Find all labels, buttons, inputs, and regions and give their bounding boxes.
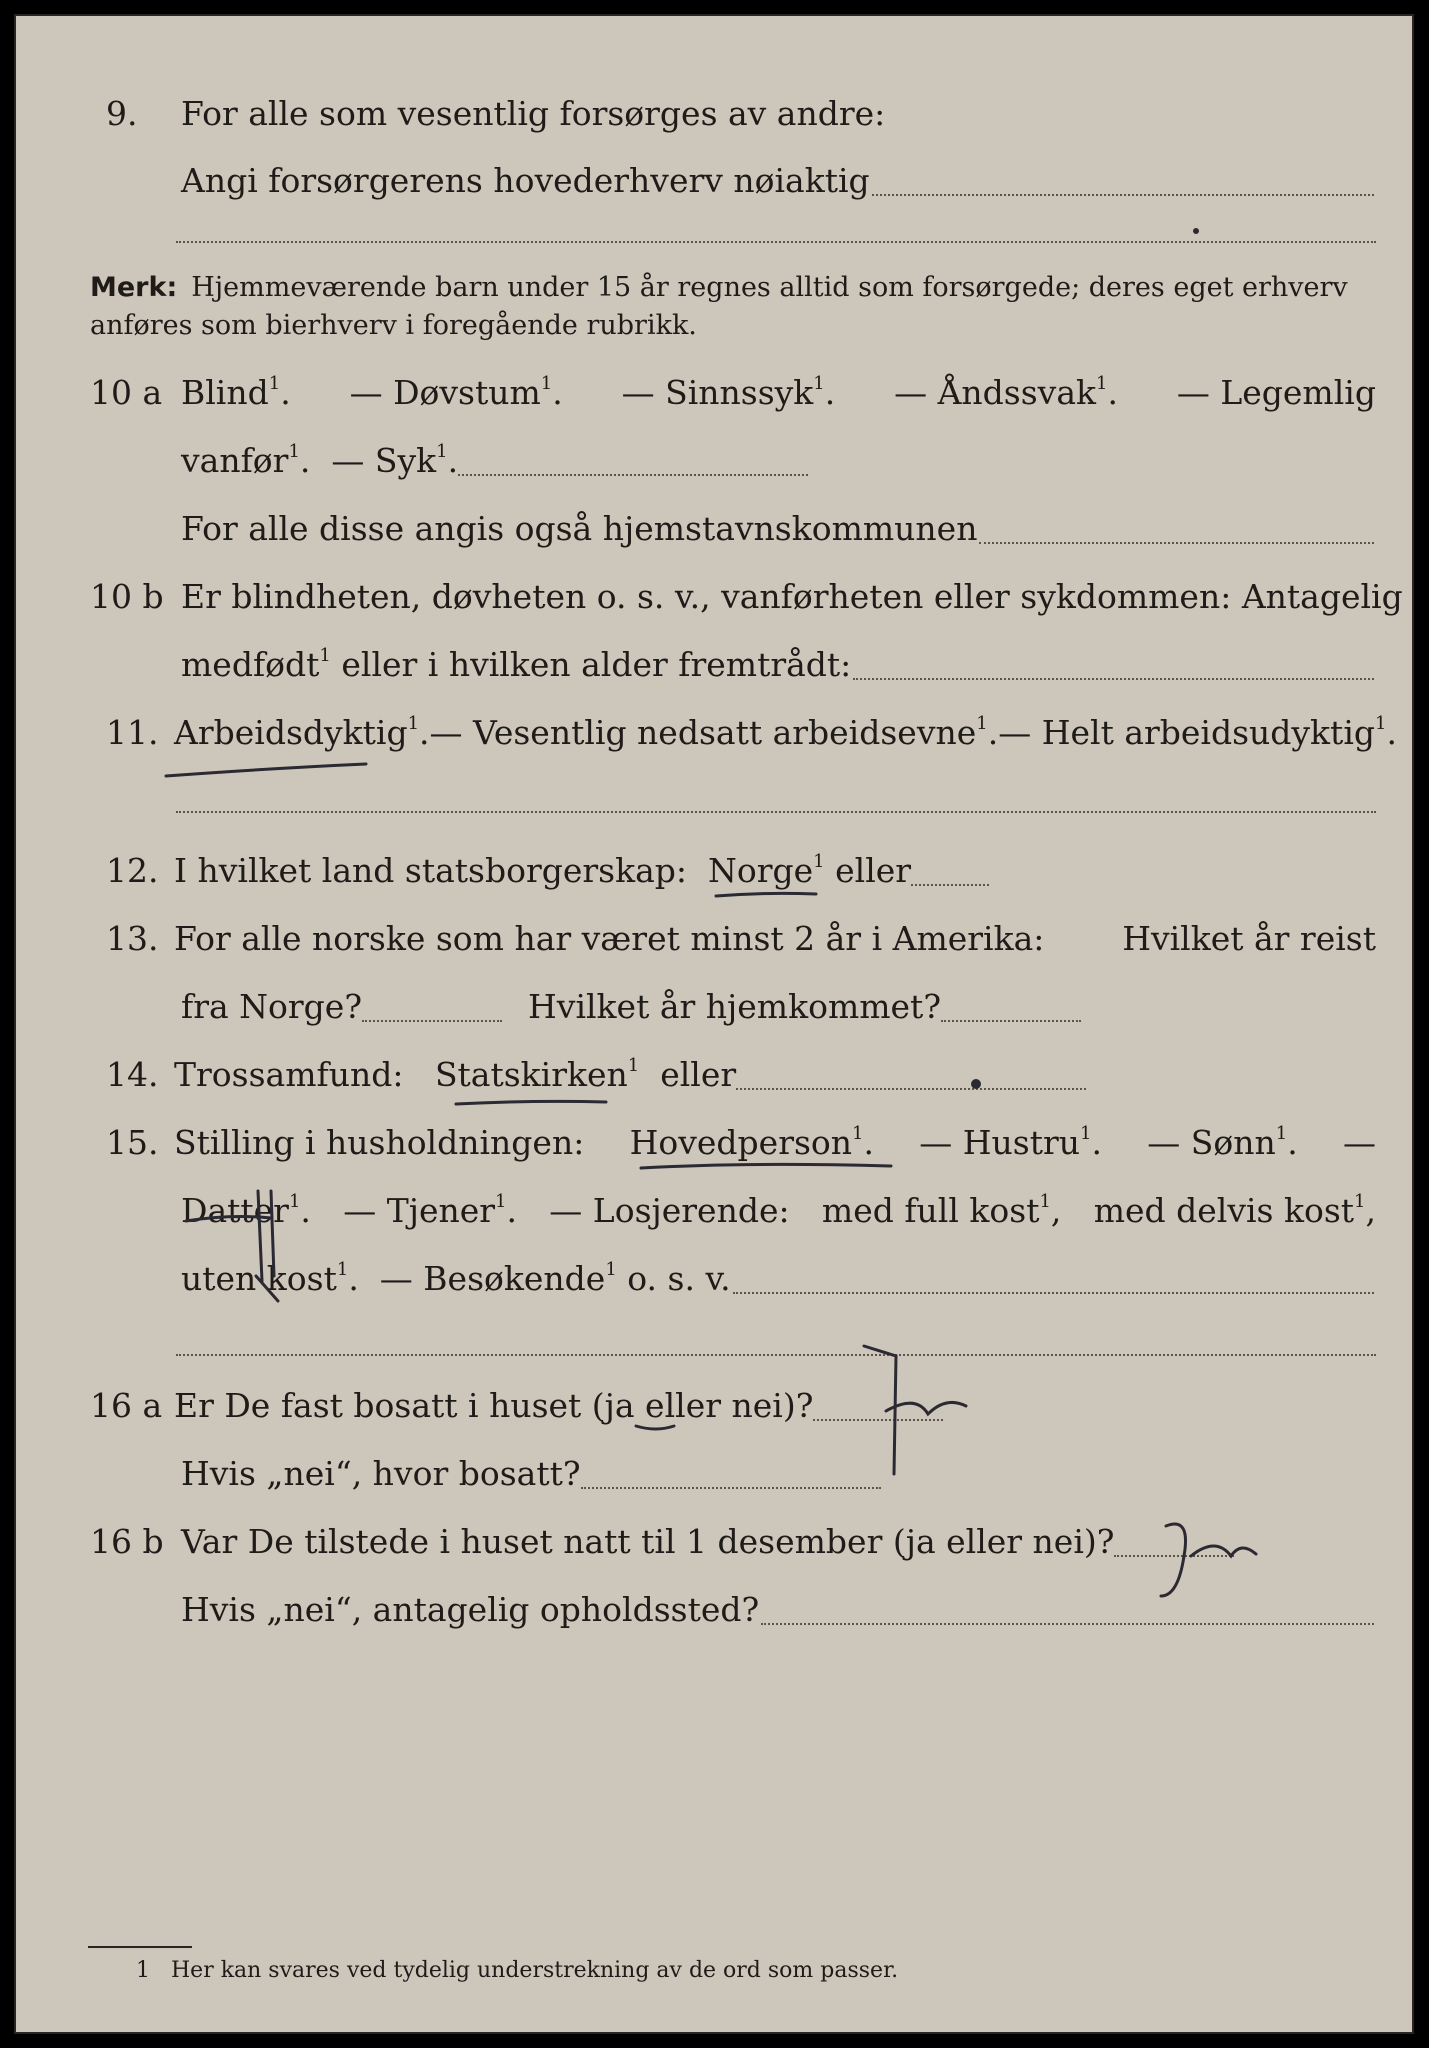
q9-extra-line[interactable] <box>176 241 1376 243</box>
q9-answer-field[interactable] <box>872 194 1374 196</box>
option-sinnssyk[interactable]: — Sinnssyk$^1$. <box>621 373 836 412</box>
option-hovedperson[interactable]: Hovedperson$^1$. <box>629 1123 874 1162</box>
q16a-bosatt-prompt: Hvis „nei“, hvor bosatt? <box>181 1454 581 1493</box>
q13-row2 <box>16 982 1414 1032</box>
q14-line <box>174 1050 1086 1100</box>
q16b-line <box>181 1517 1234 1567</box>
footnote-rule <box>88 1946 192 1948</box>
q13-question: For alle norske som har været minst 2 år i Amerika: <box>174 919 1045 958</box>
q16a-question: Er De fast bosatt i huset (ja eller nei)? <box>174 1386 814 1425</box>
q10a-line2 <box>181 436 808 486</box>
q10b-row2 <box>16 640 1414 690</box>
q11-extra-line[interactable] <box>176 811 1376 813</box>
q13-line1 <box>174 914 1376 964</box>
q16b-line2 <box>181 1585 1376 1635</box>
q10a-row3 <box>16 504 1414 554</box>
q15-line1 <box>174 1118 1376 1168</box>
q9-question: For alle som vesentlig forsørges av andre: <box>181 94 886 133</box>
option-legemlig[interactable]: — Legemlig <box>1176 373 1376 412</box>
q15-osv: o. s. v. <box>627 1259 731 1298</box>
q13-reist-prompt: Hvilket år reist <box>1122 919 1376 958</box>
q15-extra-line[interactable] <box>176 1354 1376 1356</box>
q10b-alder-field[interactable] <box>853 678 1374 680</box>
q16b-answer-field[interactable] <box>1114 1555 1234 1557</box>
q10a-hjemstavn-prompt: For alle disse angis også hjemstavnskommunen <box>181 509 978 548</box>
q14-eller: eller <box>660 1055 737 1094</box>
footnote <box>136 1958 898 1983</box>
q13-number: 13. <box>106 919 159 958</box>
option-besokende[interactable]: — Besøkende$^1$ <box>379 1259 617 1298</box>
q16b-opholdssted-prompt: Hvis „nei“, antagelig opholdssted? <box>181 1590 760 1629</box>
q15-line2 <box>181 1186 1376 1236</box>
q15-other-field[interactable] <box>733 1292 1374 1294</box>
q9-row <box>16 89 1414 139</box>
q16b-opholdssted-field[interactable] <box>761 1623 1374 1625</box>
q13-hjemkommet-field[interactable] <box>941 1020 1081 1022</box>
q15-question: Stilling i husholdningen: <box>174 1123 585 1162</box>
q10b-number: 10 b <box>90 577 164 616</box>
q16a-number: 16 a <box>90 1386 163 1425</box>
footnote-text: Her kan svares ved tydelig understrekning av de ord som passer. <box>170 1958 899 1983</box>
option-andssvak[interactable]: — Åndssvak$^1$. <box>894 373 1118 412</box>
q12-other-field[interactable] <box>911 884 989 886</box>
q14-other-field[interactable] <box>736 1088 1086 1090</box>
option-delvis-kost[interactable]: med delvis kost$^1$, <box>1093 1191 1376 1230</box>
option-nedsatt-arbeidsevne[interactable]: — Vesentlig nedsatt arbeidsevne$^1$. <box>429 713 999 752</box>
q11-options <box>174 708 1397 758</box>
option-datter[interactable]: Datter$^1$. <box>181 1191 311 1230</box>
option-medfodt[interactable]: medfødt$^1$ <box>181 645 331 684</box>
q13-row <box>16 914 1414 964</box>
q15-losjerende: — Losjerende: <box>549 1191 790 1230</box>
q14-question: Trossamfund: <box>174 1055 404 1094</box>
q16b-number: 16 b <box>90 1522 164 1561</box>
q9-number: 9. <box>106 94 138 133</box>
q11-row <box>16 708 1414 758</box>
merk-text: Hjemmeværende barn under 15 år regnes alltid som forsørgede; deres eget erhverv anføres som bierhverv i foregående rubrikk. <box>90 272 1348 341</box>
q10a-syk-field[interactable] <box>458 474 808 476</box>
option-vanfor[interactable]: vanfør$^1$. <box>181 441 311 480</box>
q16a-row2 <box>16 1449 1414 1499</box>
underline-arbeidsdyktig <box>166 764 366 776</box>
q11-number: 11. <box>106 713 159 752</box>
q12-number: 12. <box>106 851 159 890</box>
q10a-options <box>181 368 1376 418</box>
q10b-row <box>16 572 1414 622</box>
q16a-row <box>16 1381 1414 1431</box>
q15-row3 <box>16 1254 1414 1304</box>
q10b-alder-prompt: eller i hvilken alder fremtrådt: <box>341 645 852 684</box>
option-norge[interactable]: Norge$^1$ <box>708 851 825 890</box>
option-hustru[interactable]: — Hustru$^1$. <box>919 1123 1102 1162</box>
q10a-row2 <box>16 436 1414 486</box>
q16b-row2 <box>16 1585 1414 1635</box>
q13-reist-field[interactable] <box>362 1020 502 1022</box>
q16a-line <box>174 1381 943 1431</box>
q9-answer-line <box>181 156 1376 206</box>
q12-row <box>16 846 1414 896</box>
q12-eller: eller <box>835 851 912 890</box>
option-statskirken[interactable]: Statskirken$^1$ <box>434 1055 640 1094</box>
q15-number: 15. <box>106 1123 159 1162</box>
option-tjener[interactable]: — Tjener$^1$. <box>343 1191 517 1230</box>
q16b-row <box>16 1517 1414 1567</box>
q15-dash: — <box>1342 1123 1376 1162</box>
footnote-mark: 1 <box>136 1958 150 1983</box>
q16a-line2 <box>181 1449 881 1499</box>
option-blind[interactable]: Blind$^1$. <box>181 373 291 412</box>
option-dovstum[interactable]: — Døvstum$^1$. <box>349 373 563 412</box>
q9-prompt: Angi forsørgerens hovederhverv nøiaktig <box>181 161 870 200</box>
merk-note <box>90 269 1390 345</box>
q14-row <box>16 1050 1414 1100</box>
option-sonn[interactable]: — Sønn$^1$. <box>1147 1123 1298 1162</box>
q13-hjemkommet-prompt: Hvilket år hjemkommet? <box>528 987 942 1026</box>
q12-question: I hvilket land statsborgerskap: <box>174 851 688 890</box>
option-arbeidsdyktig[interactable]: Arbeidsdyktig$^1$. <box>174 713 430 752</box>
q10a-line3 <box>181 504 1376 554</box>
option-uten-kost[interactable]: uten kost$^1$. <box>181 1259 359 1298</box>
q13-fra-norge: fra Norge? <box>181 987 363 1026</box>
q15-row2 <box>16 1186 1414 1236</box>
q13-line2 <box>181 982 1081 1032</box>
underline-statskirken <box>456 1101 606 1104</box>
q15-row <box>16 1118 1414 1168</box>
q10a-hjemstavn-field[interactable] <box>979 542 1374 544</box>
q16b-question: Var De tilstede i huset natt til 1 desember (ja eller nei)? <box>181 1522 1115 1561</box>
q10b-line2 <box>181 640 1376 690</box>
census-form-page <box>14 14 1414 2034</box>
merk-label: Merk: <box>90 272 178 303</box>
q12-line <box>174 846 989 896</box>
option-syk[interactable]: — Syk$^1$. <box>331 441 459 480</box>
option-arbeidsudyktig[interactable]: — Helt arbeidsudyktig$^1$. <box>998 713 1397 752</box>
q14-number: 14. <box>106 1055 159 1094</box>
q10a-row <box>16 368 1414 418</box>
q9-answer-row <box>16 156 1414 206</box>
q16a-bosatt-field[interactable] <box>581 1487 881 1489</box>
q10b-question: Er blindheten, døvheten o. s. v., vanførheten eller sykdommen: Antagelig <box>181 577 1403 616</box>
q15-line3 <box>181 1254 1376 1304</box>
q10a-number: 10 a <box>90 373 163 412</box>
option-full-kost[interactable]: med full kost$^1$, <box>821 1191 1062 1230</box>
q16a-answer-field[interactable] <box>813 1419 943 1421</box>
